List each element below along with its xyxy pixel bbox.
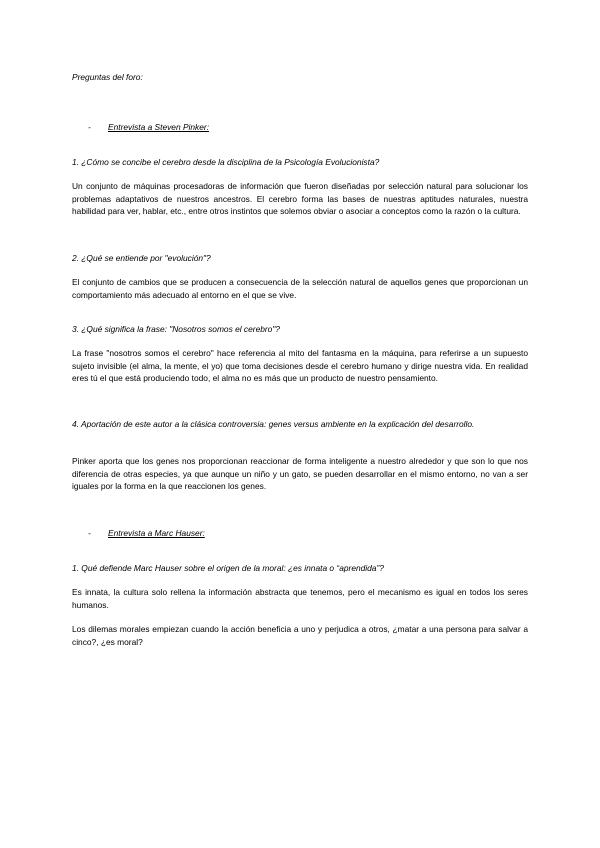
- answer-hauser-1a: Es innata, la cultura solo rellena la información abstracta que tenemos, pero el mecanismo es igual en todos los seres humanos.: [72, 587, 528, 610]
- answer-4: Pinker aporta que los genes nos proporcionan reaccionar de forma inteligente a nuestro alrededor y que son lo que nos diferencia de otras especies, ya que aunque un niño y un gato, se pueden desarrollar en el mismo entorno, no van a ser iguales por la forma en la que reaccionen los genes.: [72, 456, 528, 491]
- section-heading-label: Entrevista a Steven Pinker:: [108, 122, 210, 132]
- document-title: Preguntas del foro:: [72, 72, 143, 82]
- answer-hauser-1b: Los dilemas morales empiezan cuando la acción beneficia a uno y perjudica a otros, ¿matar a una persona para salvar a cinco?, ¿es moral?: [72, 624, 528, 647]
- answer-3: La frase "nosotros somos el cerebro" hace referencia al mito del fantasma en la máquina, para referirse a un supuesto sujeto invisible (el alma, la mente, el yo) que toma decisiones desde el cerebro humano y dirige nuestra vida. En realidad eres tú el que está produciendo todo, el alma no es más que un producto de nuestro pensamiento.: [72, 348, 528, 383]
- question-4: 4. Aportación de este autor a la clásica controversia: genes versus ambiente en la explicación del desarrollo.: [72, 419, 475, 429]
- section-heading-pinker: [88, 122, 209, 132]
- answer-2: El conjunto de cambios que se producen a consecuencia de la selección natural de aquellos genes que proporcionan un comportamiento más adecuado al entorno en el que se vive.: [72, 277, 528, 300]
- bullet-marker: -: [88, 528, 91, 538]
- bullet-marker: -: [88, 122, 91, 132]
- section-heading-hauser: [88, 528, 205, 538]
- answer-1: Un conjunto de máquinas procesadoras de información que fueron diseñadas por selección natural para solucionar los problemas adaptativos de nuestros ancestros. El cerebro forma las bases de nuestras aptitudes naturales, nuestra habilidad para ver, hablar, etc., entre otros instintos que solemos obviar o asociar a conceptos como la razón o la cultura.: [72, 181, 528, 216]
- question-3: 3. ¿Qué significa la frase: "Nosotros somos el cerebro"?: [72, 324, 280, 334]
- question-1: 1. ¿Cómo se concibe el cerebro desde la disciplina de la Psicología Evolucionista?: [72, 157, 380, 167]
- section-heading-label: Entrevista a Marc Hauser:: [108, 528, 205, 538]
- question-2: 2. ¿Qué se entiende por "evolución"?: [72, 253, 211, 263]
- question-hauser-1: 1. Qué defiende Marc Hauser sobre el origen de la moral: ¿es innata o “aprendida”?: [72, 563, 384, 573]
